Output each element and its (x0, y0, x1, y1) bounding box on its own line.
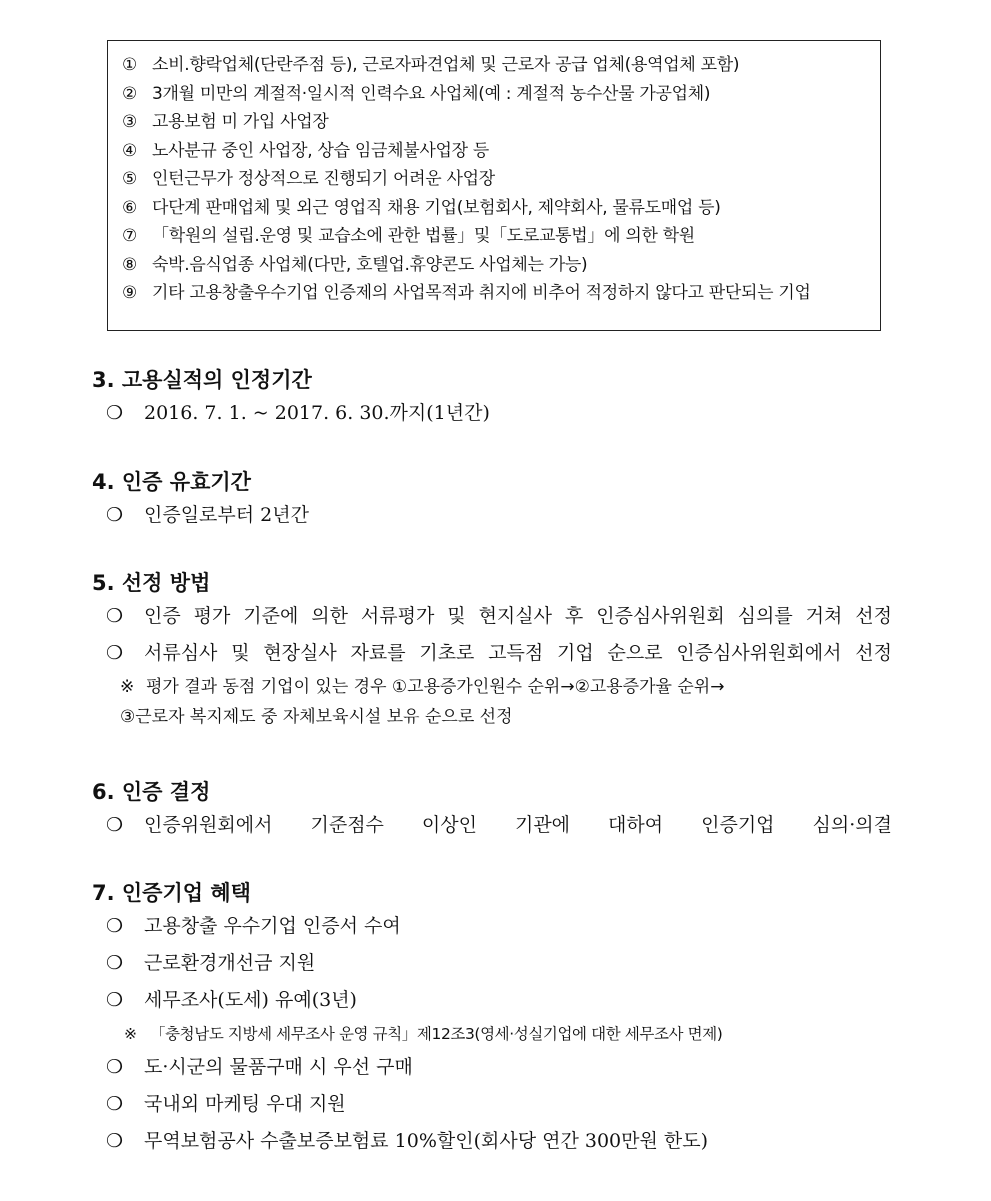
bullet-icon: ❍ (106, 915, 124, 937)
bullet-icon: ❍ (106, 1130, 124, 1152)
list-item: ⑥ 다단계 판매업체 및 외근 영업직 채용 기업(보험회사, 제약회사, 물류도매업 등) (122, 197, 721, 218)
bullet-icon: ❍ (106, 952, 124, 974)
list-item: ② 3개월 미만의 계절적·일시적 인력수요 사업체(예 : 계절적 농수산물 가공업체) (122, 83, 711, 104)
section-recognition-period (92, 365, 912, 432)
list-item: ⑧ 숙박.음식업종 사업체(다만, 호텔업.휴양콘도 사업체는 가능) (122, 254, 588, 275)
note-continuation: ③근로자 복지제도 중 자체보육시설 보유 순으로 선정 (120, 707, 513, 727)
list-item: ⑨ 기타 고용창출우수기업 인증제의 사업목적과 취지에 비추어 적정하지 않다고 판단되는 기업 (122, 283, 811, 303)
excluded-businesses-box (107, 40, 881, 331)
section-heading: 4. 인증 유효기간 (92, 470, 251, 494)
bullet-item: ❍ 2016. 7. 1. ~ 2017. 6. 30.까지(1년간) (106, 395, 912, 432)
section-certification-benefits (92, 878, 912, 1160)
bullet-item: ❍ 인증 평가 기준에 의한 서류평가 및 현지실사 후 인증심사위원회 심의를 거쳐 선정 (106, 598, 912, 635)
bullet-item: ❍ 세무조사(도세) 유예(3년) (106, 982, 912, 1019)
note: ※ 평가 결과 동점 기업이 있는 경우 ①고용증가인원수 순위→②고용증가율 순위→ (120, 677, 725, 697)
section-heading: 5. 선정 방법 (92, 571, 211, 595)
section-heading: 7. 인증기업 혜택 (92, 881, 251, 905)
bullet-item: ❍ 서류심사 및 현장실사 자료를 기초로 고득점 기업 순으로 인증심사위원회에서 선정 (106, 635, 912, 672)
bullet-item: ❍ 도·시군의 물품구매 시 우선 구매 (106, 1049, 912, 1086)
bullet-icon: ❍ (106, 814, 124, 836)
section-heading: 3. 고용실적의 인정기간 (92, 368, 312, 392)
bullet-item: ❍ 인증위원회에서 기준점수 이상인 기관에 대하여 인증기업 심의·의결 (106, 807, 912, 844)
list-item: ⑦ 「학원의 설립.운영 및 교습소에 관한 법률」및「도로교통법」에 의한 학원 (122, 226, 695, 246)
bullet-item: ❍ 근로환경개선금 지원 (106, 945, 912, 982)
bullet-icon: ❍ (106, 605, 124, 627)
bullet-icon: ❍ (106, 504, 124, 526)
bullet-item: ❍ 국내외 마케팅 우대 지원 (106, 1086, 912, 1123)
section-selection-method (92, 568, 912, 732)
bullet-icon: ❍ (106, 642, 124, 664)
bullet-item: ❍ 고용창출 우수기업 인증서 수여 (106, 908, 912, 945)
bullet-item: ❍ 인증일로부터 2년간 (106, 497, 912, 534)
list-item: ⑤ 인턴근무가 정상적으로 진행되기 어려운 사업장 (122, 169, 495, 189)
list-item: ④ 노사분규 중인 사업장, 상습 임금체불사업장 등 (122, 140, 489, 161)
list-item: ① 소비.향락업체(단란주점 등), 근로자파견업체 및 근로자 공급 업체(용역업체 포함) (122, 55, 740, 75)
list-item: ③ 고용보험 미 가입 사업장 (122, 112, 329, 132)
section-certification-decision (92, 777, 912, 844)
section-validity-period (92, 467, 912, 534)
note: ※ 「충청남도 지방세 세무조사 운영 규칙」제12조3(영세·성실기업에 대한 세무조사 면제) (124, 1025, 723, 1043)
bullet-icon: ❍ (106, 1056, 124, 1078)
section-heading: 6. 인증 결정 (92, 780, 211, 804)
bullet-icon: ❍ (106, 1093, 124, 1115)
bullet-icon: ❍ (106, 402, 124, 424)
bullet-item: ❍ 무역보험공사 수출보증보험료 10%할인(회사당 연간 300만원 한도) (106, 1123, 912, 1160)
bullet-icon: ❍ (106, 989, 124, 1011)
